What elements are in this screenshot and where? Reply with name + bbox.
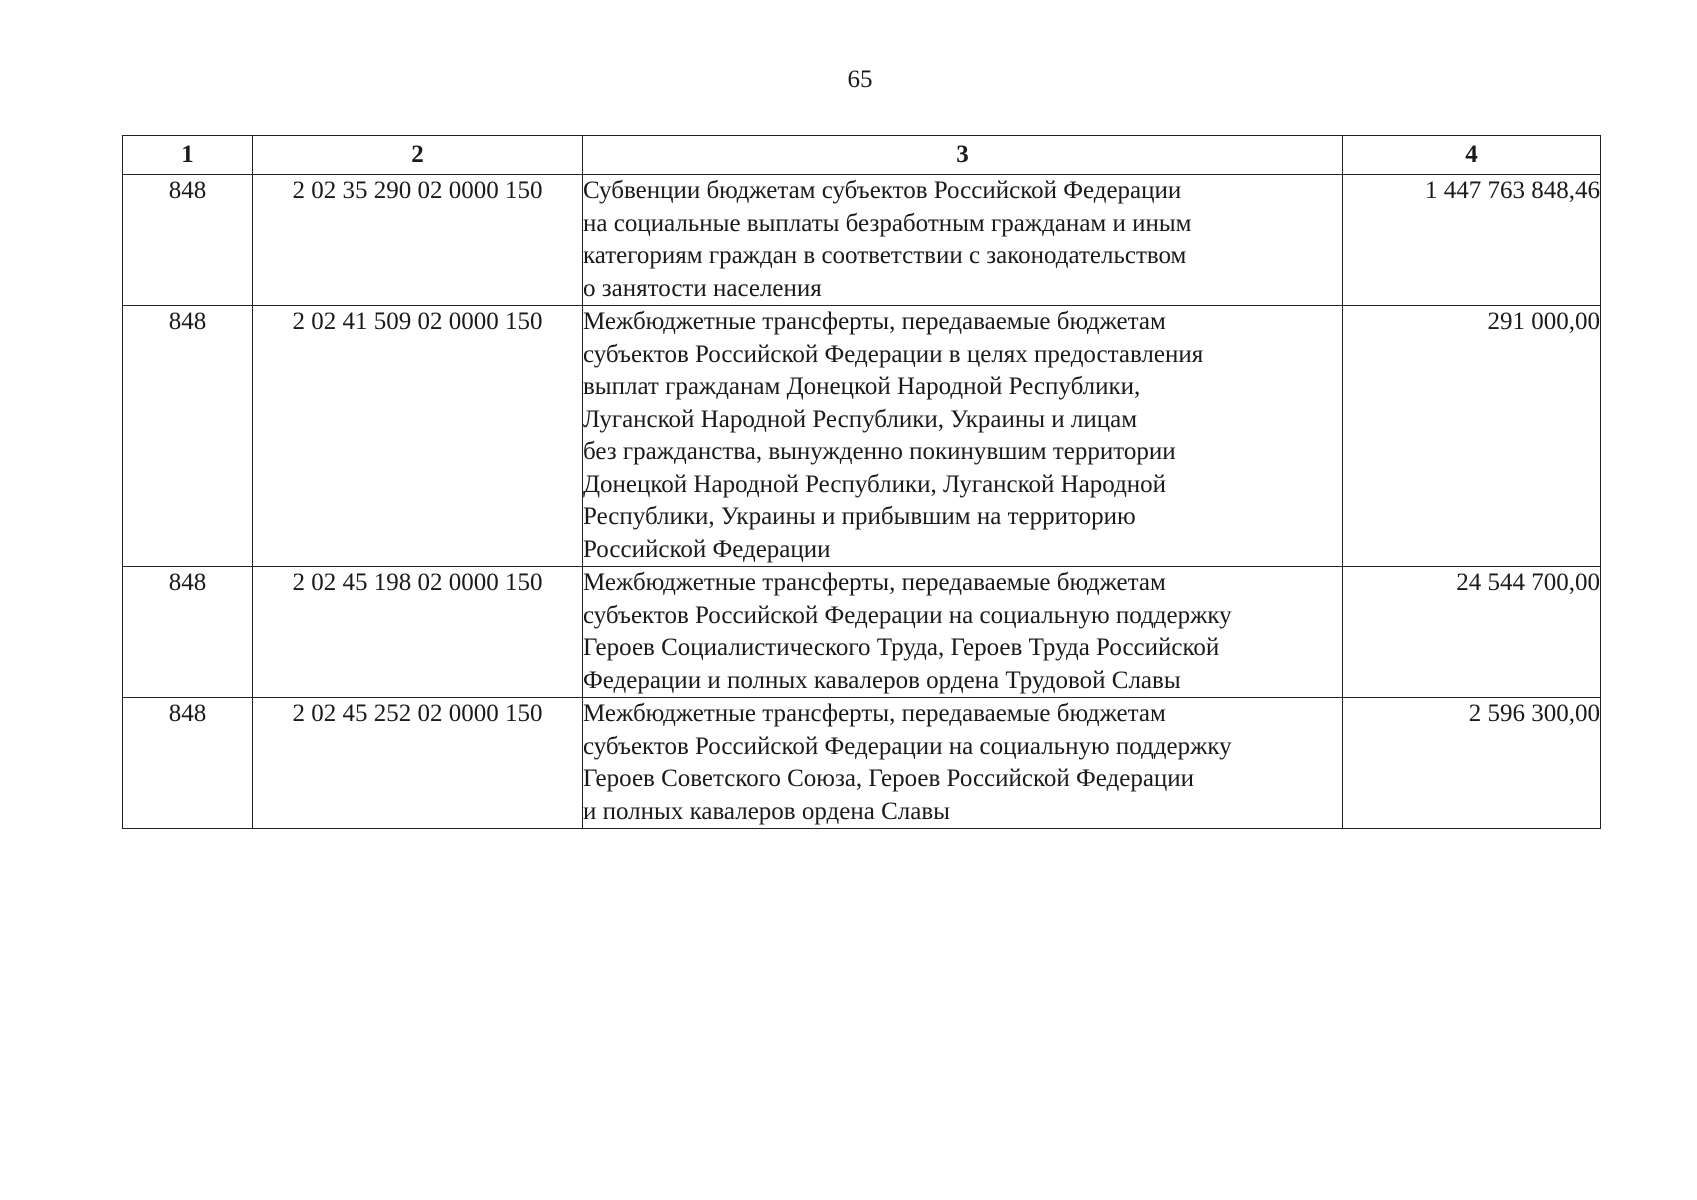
description-line: Республики, Украины и прибывшим на территорию bbox=[583, 503, 1136, 530]
table-row bbox=[123, 306, 1601, 567]
description-line: Героев Социалистического Труда, Героев Труда Российской bbox=[583, 634, 1220, 661]
description-line: Героев Советского Союза, Героев Российской Федерации bbox=[583, 765, 1195, 792]
description-line: субъектов Российской Федерации на социальную поддержку bbox=[583, 732, 1232, 760]
description-line: категориям граждан в соответствии с законодательством bbox=[583, 242, 1187, 269]
amount-cell: 291 000,00 bbox=[1343, 306, 1601, 567]
description-line: Межбюджетные трансферты, передаваемые бюджетам bbox=[583, 308, 1166, 335]
admin-code-cell: 848 bbox=[123, 567, 253, 698]
description-line: на социальные выплаты безработным гражданам и иным bbox=[583, 209, 1192, 237]
description-cell bbox=[583, 698, 1343, 829]
description-cell bbox=[583, 306, 1343, 567]
column-header-3: 3 bbox=[583, 136, 1343, 175]
table-row bbox=[123, 698, 1601, 829]
table-row bbox=[123, 175, 1601, 306]
table-body bbox=[123, 175, 1601, 829]
description-line: без гражданства, вынужденно покинувшим территории bbox=[583, 438, 1176, 465]
admin-code-cell: 848 bbox=[123, 698, 253, 829]
description-line: и полных кавалеров ордена Славы bbox=[583, 797, 950, 825]
description-cell bbox=[583, 567, 1343, 698]
table-row bbox=[123, 567, 1601, 698]
amount-cell: 24 544 700,00 bbox=[1343, 567, 1601, 698]
budget-code-cell: 2 02 41 509 02 0000 150 bbox=[253, 306, 583, 567]
column-header-4: 4 bbox=[1343, 136, 1601, 175]
page-number: 65 bbox=[847, 66, 873, 93]
budget-table bbox=[122, 135, 1601, 829]
column-header-2: 2 bbox=[253, 136, 583, 175]
amount-cell: 2 596 300,00 bbox=[1343, 698, 1601, 829]
description-line: о занятости населения bbox=[583, 274, 822, 302]
description-line: Луганской Народной Республики, Украины и лицам bbox=[583, 405, 1138, 433]
budget-code-cell: 2 02 35 290 02 0000 150 bbox=[253, 175, 583, 306]
description-line: Межбюджетные трансферты, передаваемые бюджетам bbox=[583, 700, 1166, 727]
description-line: Межбюджетные трансферты, передаваемые бюджетам bbox=[583, 569, 1166, 596]
description-line: выплат гражданам Донецкой Народной Республики, bbox=[583, 373, 1141, 400]
admin-code-cell: 848 bbox=[123, 175, 253, 306]
description-cell bbox=[583, 175, 1343, 306]
description-line: Федерации и полных кавалеров ордена Трудовой Славы bbox=[583, 666, 1181, 694]
description-line: Субвенции бюджетам субъектов Российской Федерации bbox=[583, 177, 1182, 204]
description-line: субъектов Российской Федерации на социальную поддержку bbox=[583, 601, 1232, 629]
amount-cell: 1 447 763 848,46 bbox=[1343, 175, 1601, 306]
budget-code-cell: 2 02 45 198 02 0000 150 bbox=[253, 567, 583, 698]
column-header-1: 1 bbox=[123, 136, 253, 175]
description-line: Донецкой Народной Республики, Луганской Народной bbox=[583, 470, 1167, 498]
table-header-row bbox=[123, 136, 1601, 175]
budget-code-cell: 2 02 45 252 02 0000 150 bbox=[253, 698, 583, 829]
description-line: субъектов Российской Федерации в целях предоставления bbox=[583, 340, 1204, 368]
admin-code-cell: 848 bbox=[123, 306, 253, 567]
description-line: Российской Федерации bbox=[583, 535, 831, 563]
